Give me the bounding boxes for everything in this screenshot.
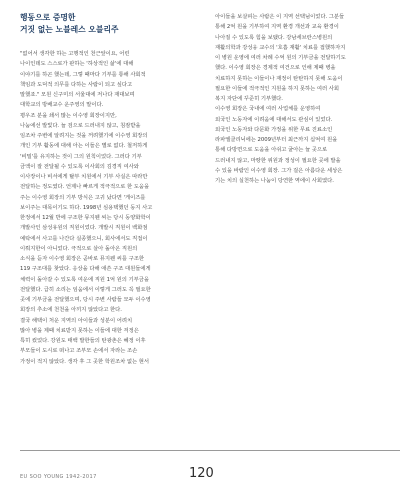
body-line: 기는 치의 실천하는 나눔이 당연한 역에이 사회였다.	[215, 178, 334, 184]
footer-divider	[20, 450, 400, 451]
body-line: "없어서 생각한 하는 고행적인 천근앞이요, 어린	[20, 51, 130, 57]
body-line: 외국인 노동자에 이려움에 대해서도 관심이 있었다.	[215, 116, 333, 123]
body-line: 나아질 수 있도록 힘을 보탰다. 강남세브란스병원의	[215, 34, 333, 41]
body-line: 임조차 주변에 알려지는 것을 꺼려했기에 이수영 회장의	[20, 133, 148, 139]
body-line: 소식을 듣자 이수영 회장은 곧바로 뮤지웬 씨를 구조한	[20, 256, 145, 262]
book-label: EU SOO YOUNG 1942-2017	[20, 474, 97, 480]
body-line: 이 병원 운영에 여러 차례 수억 원의 기부금을 전달하기도	[215, 55, 346, 61]
body-line: '비밀'를 유지하는 것이 그의 원칙이었다. 그러다 기부	[20, 153, 142, 160]
body-line: 통해 다방면으로 도움을 아쉬고 굴아는 늘 곳으로	[215, 147, 328, 154]
body-line: 재활의학과 강성웅 교수의 '호흡 재활' 치료를 접했하자지	[215, 44, 346, 51]
body-line: 나눔에선 발빛다. 늘 검으로 드러내지 않고, 침잠받을	[20, 122, 141, 129]
right-column	[215, 12, 400, 186]
body-line: 통해 2억 원을 기부하여 지역 환경 개선과 교육 환경이	[215, 24, 339, 31]
body-line: 외국인 노동자와 다문화 가정을 위한 무료 진료소인	[215, 126, 333, 133]
body-line: 라파엘클리닉에는 2009년부터 최근까지 십억여 원을	[215, 137, 338, 143]
body-line: 주는 이수영 회장의 기부 방식은 고귀 났다면 '게이즈를	[20, 194, 146, 201]
left-body-text	[20, 49, 205, 367]
body-line: 119 구조대를 찾았다. 응상을 다해 애쓴 구조 대원들에게	[20, 266, 151, 273]
body-line: 이사장이나 비서에게 탈부 치원에서 기부 사실은 따라만	[20, 174, 148, 180]
body-line: 금액이 잘 전달될 수 있도록 이사회의 김경직 여사와	[20, 163, 139, 170]
body-line: 드러내지 않고, 마땅한 위원과 정성이 필요한 곳에 발을	[215, 157, 341, 164]
body-line: 부모들이 도시로 떠나고 조부모 손에서 자라는 조손	[20, 348, 138, 355]
body-line: 개발사인 삼성유원의 직원이었다. 개발시 직원이 백화점	[20, 225, 148, 232]
body-line: 많아 병을 제때 치료받지 못하는 이들에 대한 걱정은	[20, 327, 139, 334]
body-line: 예탁에서 사고를 나간다 실종했으니, 회사에서도 직접이	[20, 235, 148, 242]
body-line: 이수영 회장은 국내에 여러 사업체를 운영하여	[215, 106, 321, 113]
body-line: 수 있을 바람인 이수영 회장. 그가 걸은 아름다운 세상은	[215, 167, 343, 174]
body-line: 아이들을 보살피는 사람은 이 지역 선택님이었다. 그분들	[215, 14, 345, 20]
body-line: 곳에 기부금을 전달했으며, 당시 주변 사람들 모두 이수영	[20, 297, 151, 303]
body-line: 회장의 추소에 천천을 아끼지 않았다고 한다.	[20, 307, 122, 314]
body-line: 전달했다. 급히 소리는 임움에서 이렇게 그러도 꼭 필요한	[20, 286, 151, 293]
body-line: 특히 컸었다. 강원도 태백 발한들의 탄광촌은 혜정 이후	[20, 338, 146, 344]
body-line: 대학교의 방배교수 운주영의 말이다.	[20, 102, 104, 109]
body-line: 치료하지 못하는 이들이나 재정이 탄탄하지 못해 도움이	[215, 75, 343, 82]
page-number: 120	[189, 466, 214, 481]
body-line: 나이인데도 스스로가 판하는 '하상적인 삶'에 대해	[20, 61, 134, 68]
body-line: 가정이 적지 않았다. 생각 후 그 곳한 학원조차 없는 현서	[20, 358, 149, 365]
body-line: 보이주는 대목이기도 하다. 1998년 심용택했던 동지 사고	[20, 204, 153, 211]
title-line: 거짓 없는 노블레스 오블리주	[20, 25, 119, 34]
body-line: 결국 해택이 처운 지역의 아이들과 성분이 어려치	[20, 317, 133, 324]
left-column	[20, 12, 205, 367]
body-line: 했다. 이수영 회장은 경제적 여건으로 인해 제때 병을	[215, 65, 336, 72]
body-line: 이야기를 하곤 했는데, 그렇 때마다 기부를 통해 사회적	[20, 71, 146, 78]
body-line: 전달하는 정도였다. 언제나 빠르게 적극적으로 한 도움을	[20, 184, 150, 191]
body-line: 복지 자단에 꾸준히 기부했다.	[215, 96, 283, 102]
body-line: 책임과 도덕적 의무를 다하는 사람이 되고 싶다고	[20, 81, 133, 88]
body-line: 필요한 이들에 적극적인 지원을 하지 못하는 여러 사회	[215, 85, 340, 92]
title-line: 행동으로 증명한	[20, 13, 76, 22]
right-body-text	[215, 12, 400, 186]
article-title	[20, 12, 205, 36]
body-line: 체력이 돌아갈 수 있도록 여운에 직원 1억 원의 기부금을	[20, 276, 150, 283]
body-line: 평우조 분을 쇄서 많는 이수영 회장이지만,	[20, 112, 117, 119]
body-line: 개인 기부 활동에 대해 아는 이들은 별로 없다. 철저하게	[20, 143, 148, 150]
body-line: 한정에서 12월 반에 구조한 뮤지웬 씨는 당시 동양화학이	[20, 215, 151, 221]
body-line: 이뤄지한이 아니었다. 극적으로 살아 돌아온 직원의	[20, 245, 138, 252]
body-line: 말했죠." 모원 신구미의 서울대에 저나다 재대보며	[20, 92, 135, 98]
